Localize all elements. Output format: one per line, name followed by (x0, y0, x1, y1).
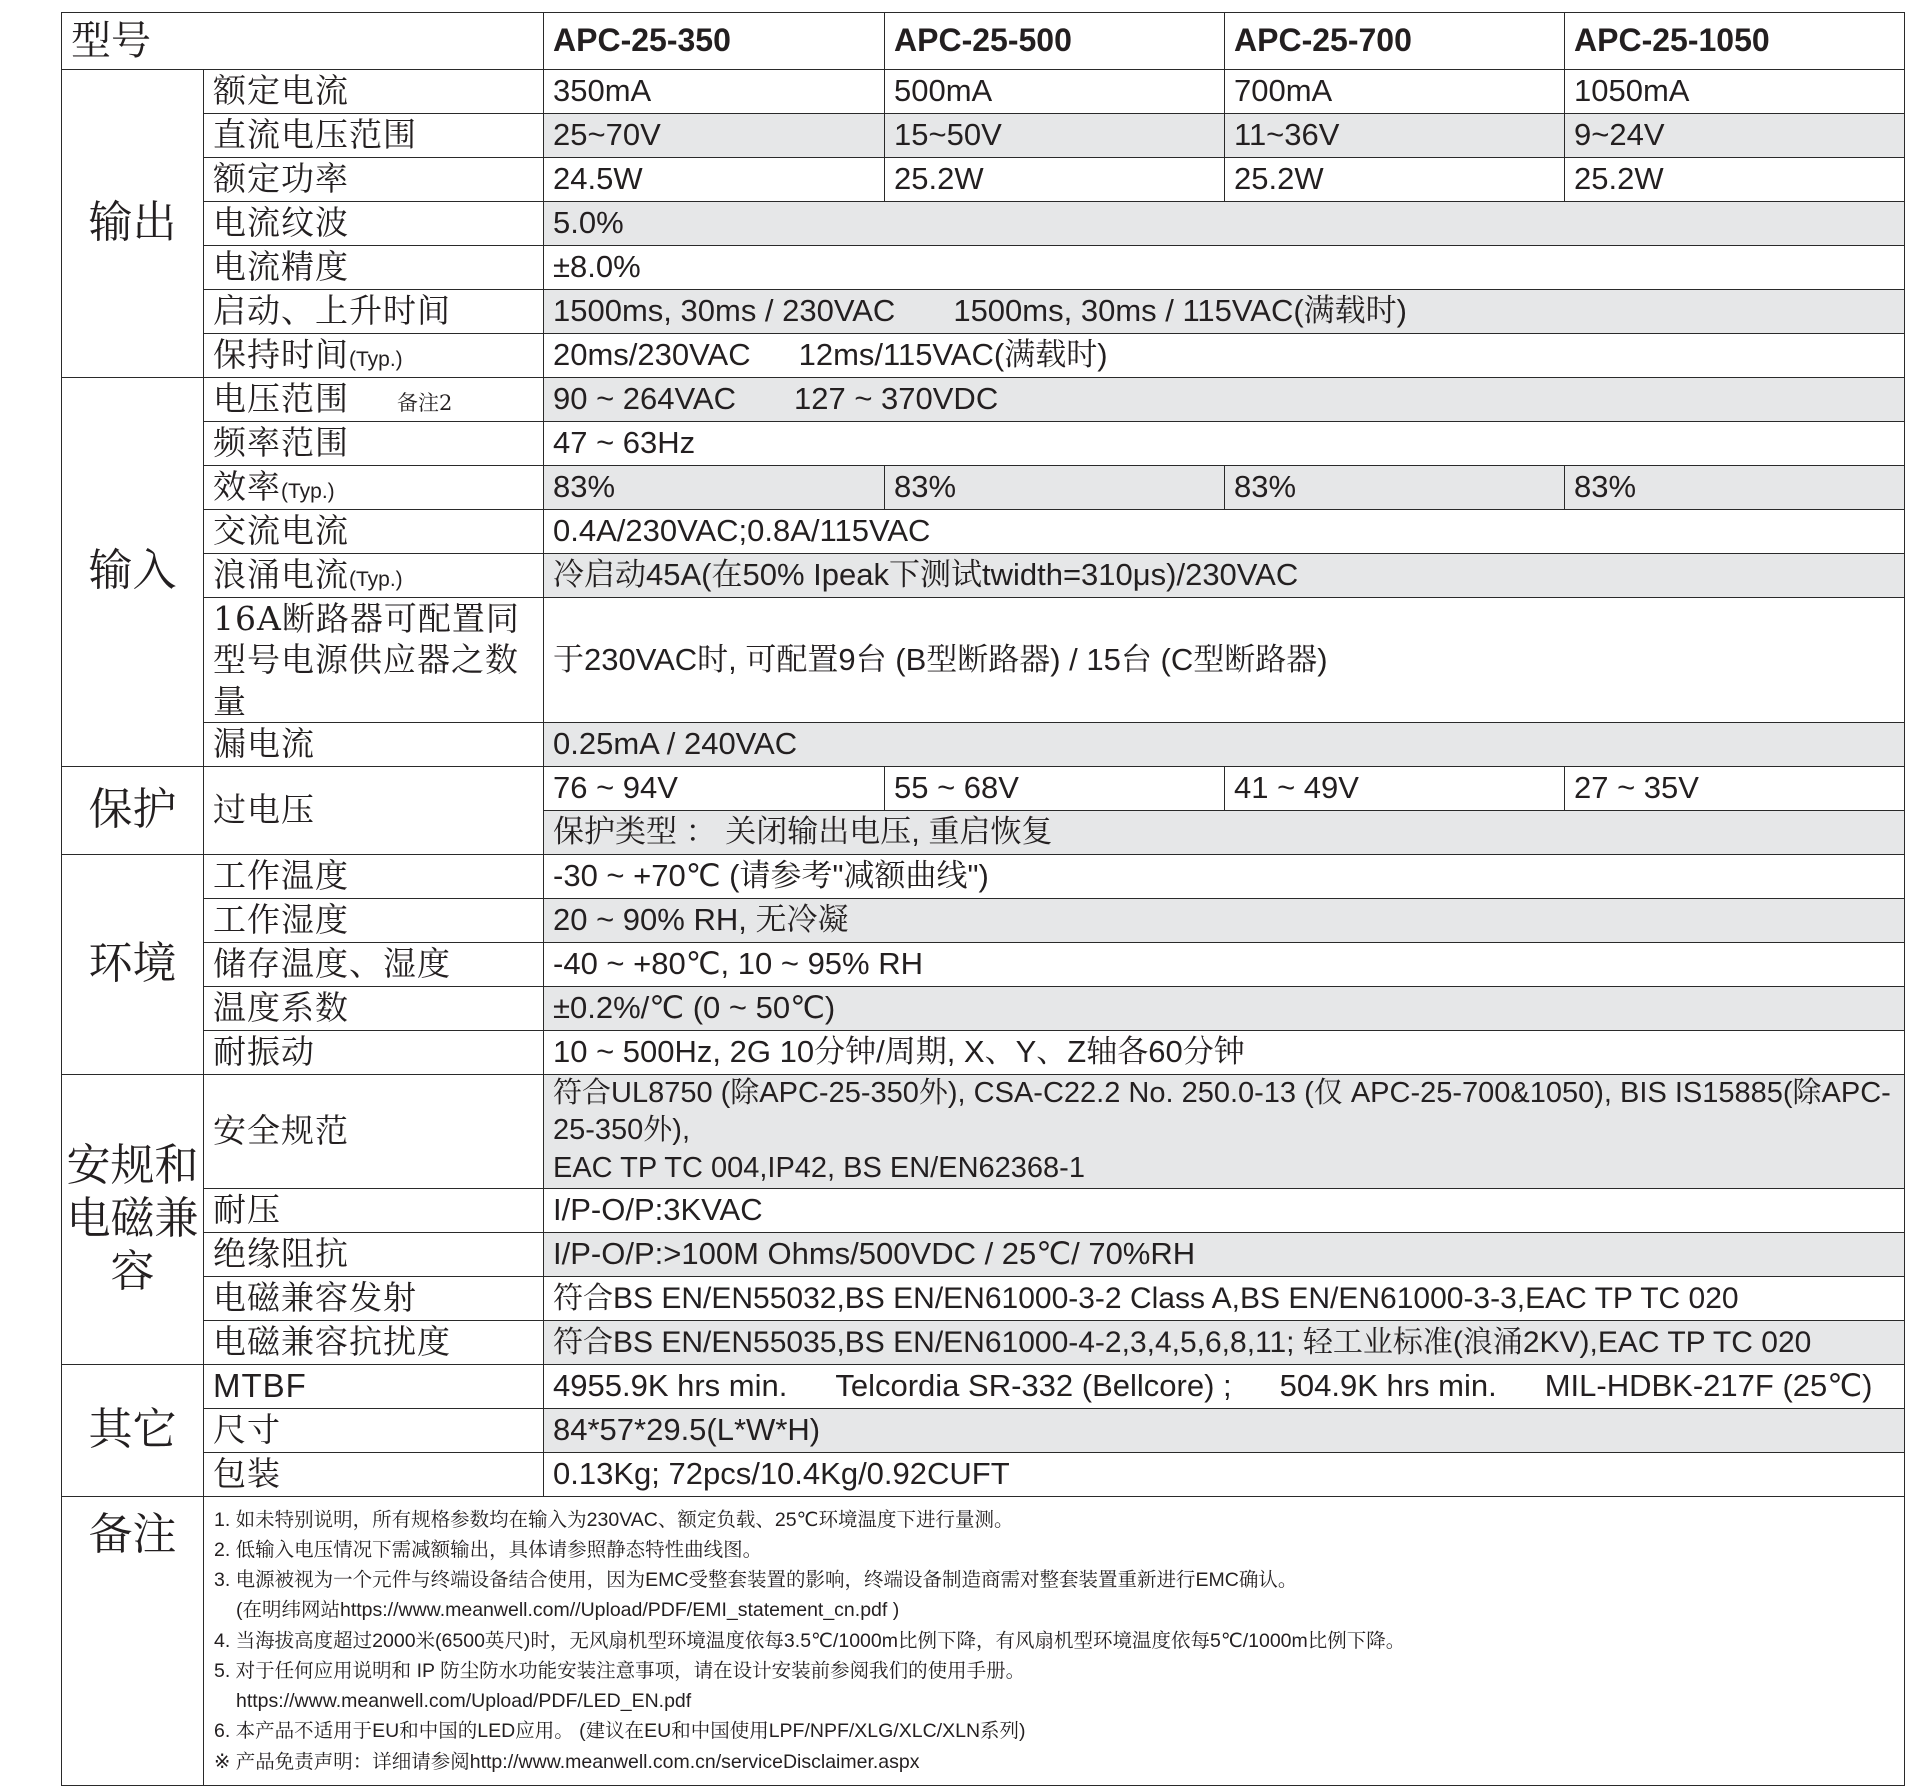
label-dimension: 尺寸 (204, 1408, 544, 1452)
value-cell (544, 378, 1905, 422)
value-line: 符合UL8750 (除APC-25-350外), CSA-C22.2 No. 250.0-13 (仅 APC-25-700&1050), BIS IS15885(除APC-25-350外), (553, 1076, 1891, 1147)
row-withstand-voltage (62, 1188, 1905, 1232)
value-line: EAC TP TC 004,IP42, BS EN/EN62368-1 (553, 1152, 1085, 1185)
label-mtbf: MTBF (204, 1364, 544, 1408)
label-inrush-current (204, 554, 544, 598)
value-cell: 10 ~ 500Hz, 2G 10分钟/周期, X、Y、Z轴各60分钟 (544, 1030, 1905, 1074)
group-protection: 保护 (62, 766, 204, 854)
value-cell: I/P-O/P:>100M Ohms/500VDC / 25℃/ 70%RH (544, 1232, 1905, 1276)
label-storage: 储存温度、湿度 (204, 942, 544, 986)
note-line: 1. 如未特别说明，所有规格参数均在输入为230VAC、额定负载、25℃环境温度下进行量测。 (214, 1508, 1014, 1531)
label-efficiency (204, 466, 544, 510)
label-vibration: 耐振动 (204, 1030, 544, 1074)
value-cell: ±8.0% (544, 246, 1905, 290)
label-setup-rise-time: 启动、上升时间 (204, 290, 544, 334)
value-cell: 24.5W (544, 158, 885, 202)
label-isolation-resistance: 绝缘阻抗 (204, 1232, 544, 1276)
note-line: (在明纬网站https://www.meanwell.com//Upload/PDF/EMI_statement_cn.pdf ) (236, 1599, 900, 1622)
row-hold-up-time (62, 334, 1905, 378)
value-cell: 符合BS EN/EN55035,BS EN/EN61000-4-2,3,4,5,6,8,11; 轻工业标准(浪涌2KV),EAC TP TC 020 (544, 1320, 1905, 1364)
value-cell: 25.2W (1565, 158, 1905, 202)
note-disclaimer[interactable]: ※ 产品免责声明：详细请参阅http://www.meanwell.com.cn/serviceDisclaimer.aspx (214, 1750, 920, 1773)
value-cell (544, 1074, 1905, 1188)
note-line: 6. 本产品不适用于EU和中国的LED应用。 (建议在EU和中国使用LPF/NPF/XLG/XLC/XLN系列) (214, 1720, 1026, 1743)
note-line: 3. 电源被视为一个元件与终端设备结合使用，因为EMC受整套装置的影响，终端设备制造商需对整套装置重新进行EMC确认。 (214, 1569, 1298, 1592)
row-setup-rise-time (62, 290, 1905, 334)
label-voltage-range (204, 378, 544, 422)
model-name: APC-25-350 (544, 13, 885, 70)
group-notes: 备注 (62, 1496, 204, 1785)
header-row (62, 13, 1905, 70)
value-cell: 55 ~ 68V (885, 766, 1225, 810)
value-cell: 350mA (544, 70, 885, 114)
row-dimension (62, 1408, 1905, 1452)
value-cell: 84*57*29.5(L*W*H) (544, 1408, 1905, 1452)
value-cell: 83% (544, 466, 885, 510)
value-cell: 9~24V (1565, 114, 1905, 158)
value-part: Telcordia SR-332 (Bellcore) ; (835, 1368, 1232, 1404)
value-cell: I/P-O/P:3KVAC (544, 1188, 1905, 1232)
value-cell: 冷启动45A(在50% Ipeak下测试twidth=310μs)/230VAC (544, 554, 1905, 598)
row-over-voltage (62, 766, 1905, 810)
value-part: 4955.9K hrs min. (553, 1368, 788, 1404)
row-emc-emission (62, 1276, 1905, 1320)
value-cell: 83% (885, 466, 1225, 510)
model-header-title: 型号 (62, 13, 544, 70)
row-rated-current (62, 70, 1905, 114)
note-line: 2. 低输入电压情况下需减额输出，具体请参照静态特性曲线图。 (214, 1539, 763, 1562)
row-packing (62, 1452, 1905, 1496)
row-working-temp (62, 854, 1905, 898)
group-input: 输入 (62, 378, 204, 767)
value-cell: 41 ~ 49V (1225, 766, 1565, 810)
row-temp-coefficient (62, 986, 1905, 1030)
value-part: 504.9K hrs min. (1279, 1368, 1497, 1404)
value-part: 20ms/230VAC (553, 337, 751, 373)
model-name: APC-25-1050 (1565, 13, 1905, 70)
value-cell: 83% (1565, 466, 1905, 510)
label-over-voltage: 过电压 (204, 766, 544, 854)
row-breaker-count (62, 598, 1905, 723)
label-text: 保持时间 (213, 335, 349, 375)
row-rated-power (62, 158, 1905, 202)
value-cell: 0.25mA / 240VAC (544, 722, 1905, 766)
note-link[interactable]: https://www.meanwell.com/Upload/PDF/LED_EN.pdf (236, 1690, 692, 1713)
label-text: 效率 (213, 467, 281, 507)
row-efficiency (62, 466, 1905, 510)
label-withstand-voltage: 耐压 (204, 1188, 544, 1232)
label-working-temp: 工作温度 (204, 854, 544, 898)
value-cell: 25~70V (544, 114, 885, 158)
typ-mark: (Typ.) (349, 348, 403, 372)
group-output: 输出 (62, 70, 204, 378)
value-cell: 27 ~ 35V (1565, 766, 1905, 810)
row-inrush-current (62, 554, 1905, 598)
value-cell: 47 ~ 63Hz (544, 422, 1905, 466)
group-others: 其它 (62, 1364, 204, 1496)
typ-mark: (Typ.) (349, 568, 403, 592)
row-notes (62, 1496, 1905, 1785)
label-emc-emission: 电磁兼容发射 (204, 1276, 544, 1320)
label-rated-current: 额定电流 (204, 70, 544, 114)
label-safety-standards: 安全规范 (204, 1074, 544, 1188)
typ-mark: (Typ.) (281, 480, 335, 504)
row-isolation-resistance (62, 1232, 1905, 1276)
value-cell: 于230VAC时, 可配置9台 (B型断路器) / 15台 (C型断路器) (544, 598, 1905, 723)
value-part: 1500ms, 30ms / 230VAC (553, 293, 896, 329)
value-cell: 保护类型 ： 关闭输出电压, 重启恢复 (544, 810, 1905, 854)
value-part: 90 ~ 264VAC (553, 381, 736, 417)
label-text: 浪涌电流 (213, 555, 349, 595)
row-storage (62, 942, 1905, 986)
label-dc-voltage: 直流电压范围 (204, 114, 544, 158)
label-leakage-current: 漏电流 (204, 722, 544, 766)
value-cell: ±0.2%/℃ (0 ~ 50℃) (544, 986, 1905, 1030)
group-environment: 环境 (62, 854, 204, 1074)
label-temp-coefficient: 温度系数 (204, 986, 544, 1030)
value-cell: 0.4A/230VAC;0.8A/115VAC (544, 510, 1905, 554)
row-leakage-current (62, 722, 1905, 766)
row-emc-immunity (62, 1320, 1905, 1364)
model-name: APC-25-700 (1225, 13, 1565, 70)
value-cell: 500mA (885, 70, 1225, 114)
value-cell: 符合BS EN/EN55032,BS EN/EN61000-3-2 Class A,BS EN/EN61000-3-3,EAC TP TC 020 (544, 1276, 1905, 1320)
row-vibration (62, 1030, 1905, 1074)
value-cell (544, 1364, 1905, 1408)
value-part: MIL-HDBK-217F (25℃) (1544, 1368, 1873, 1404)
row-frequency-range (62, 422, 1905, 466)
value-cell: 15~50V (885, 114, 1225, 158)
notes-cell (204, 1496, 1905, 1785)
value-cell: 700mA (1225, 70, 1565, 114)
label-breaker-count: 16A断路器可配置同型号电源供应器之数量 (204, 598, 544, 723)
row-ac-current (62, 510, 1905, 554)
label-current-ripple: 电流纹波 (204, 202, 544, 246)
value-cell: 11~36V (1225, 114, 1565, 158)
note-ref: 备注2 (397, 391, 453, 416)
value-cell: 25.2W (885, 158, 1225, 202)
label-rated-power: 额定功率 (204, 158, 544, 202)
note-line: 4. 当海拔高度超过2000米(6500英尺)时，无风扇机型环境温度依每3.5℃/1000m比例下降，有风扇机型环境温度依每5℃/1000m比例下降。 (214, 1629, 1406, 1652)
group-safety-emc: 安规和电磁兼容 (62, 1074, 204, 1364)
value-cell: 83% (1225, 466, 1565, 510)
value-cell: 1050mA (1565, 70, 1905, 114)
label-emc-immunity: 电磁兼容抗扰度 (204, 1320, 544, 1364)
value-cell: -30 ~ +70℃ (请参考"减额曲线") (544, 854, 1905, 898)
row-mtbf (62, 1364, 1905, 1408)
value-part: 12ms/115VAC(满载时) (798, 337, 1108, 373)
value-cell: 5.0% (544, 202, 1905, 246)
value-cell: 25.2W (1225, 158, 1565, 202)
value-cell: -40 ~ +80℃, 10 ~ 95% RH (544, 942, 1905, 986)
spec-table (61, 12, 1905, 1786)
value-part: 127 ~ 370VDC (793, 381, 999, 417)
row-working-humidity (62, 898, 1905, 942)
row-current-tolerance (62, 246, 1905, 290)
label-hold-up-time (204, 334, 544, 378)
row-current-ripple (62, 202, 1905, 246)
value-cell (544, 334, 1905, 378)
value-cell (544, 290, 1905, 334)
row-dc-voltage (62, 114, 1905, 158)
label-text: 电压范围 (213, 379, 349, 419)
label-current-tolerance: 电流精度 (204, 246, 544, 290)
row-safety-standards (62, 1074, 1905, 1188)
label-working-humidity: 工作湿度 (204, 898, 544, 942)
value-cell: 76 ~ 94V (544, 766, 885, 810)
row-voltage-range (62, 378, 1905, 422)
label-frequency-range: 频率范围 (204, 422, 544, 466)
value-part: 1500ms, 30ms / 115VAC(满载时) (953, 293, 1407, 329)
note-line: 5. 对于任何应用说明和 IP 防尘防水功能安装注意事项，请在设计安装前参阅我们的使用手册。 (214, 1659, 1026, 1682)
model-name: APC-25-500 (885, 13, 1225, 70)
value-cell: 0.13Kg; 72pcs/10.4Kg/0.92CUFT (544, 1452, 1905, 1496)
label-packing: 包装 (204, 1452, 544, 1496)
value-cell: 20 ~ 90% RH, 无冷凝 (544, 898, 1905, 942)
label-ac-current: 交流电流 (204, 510, 544, 554)
